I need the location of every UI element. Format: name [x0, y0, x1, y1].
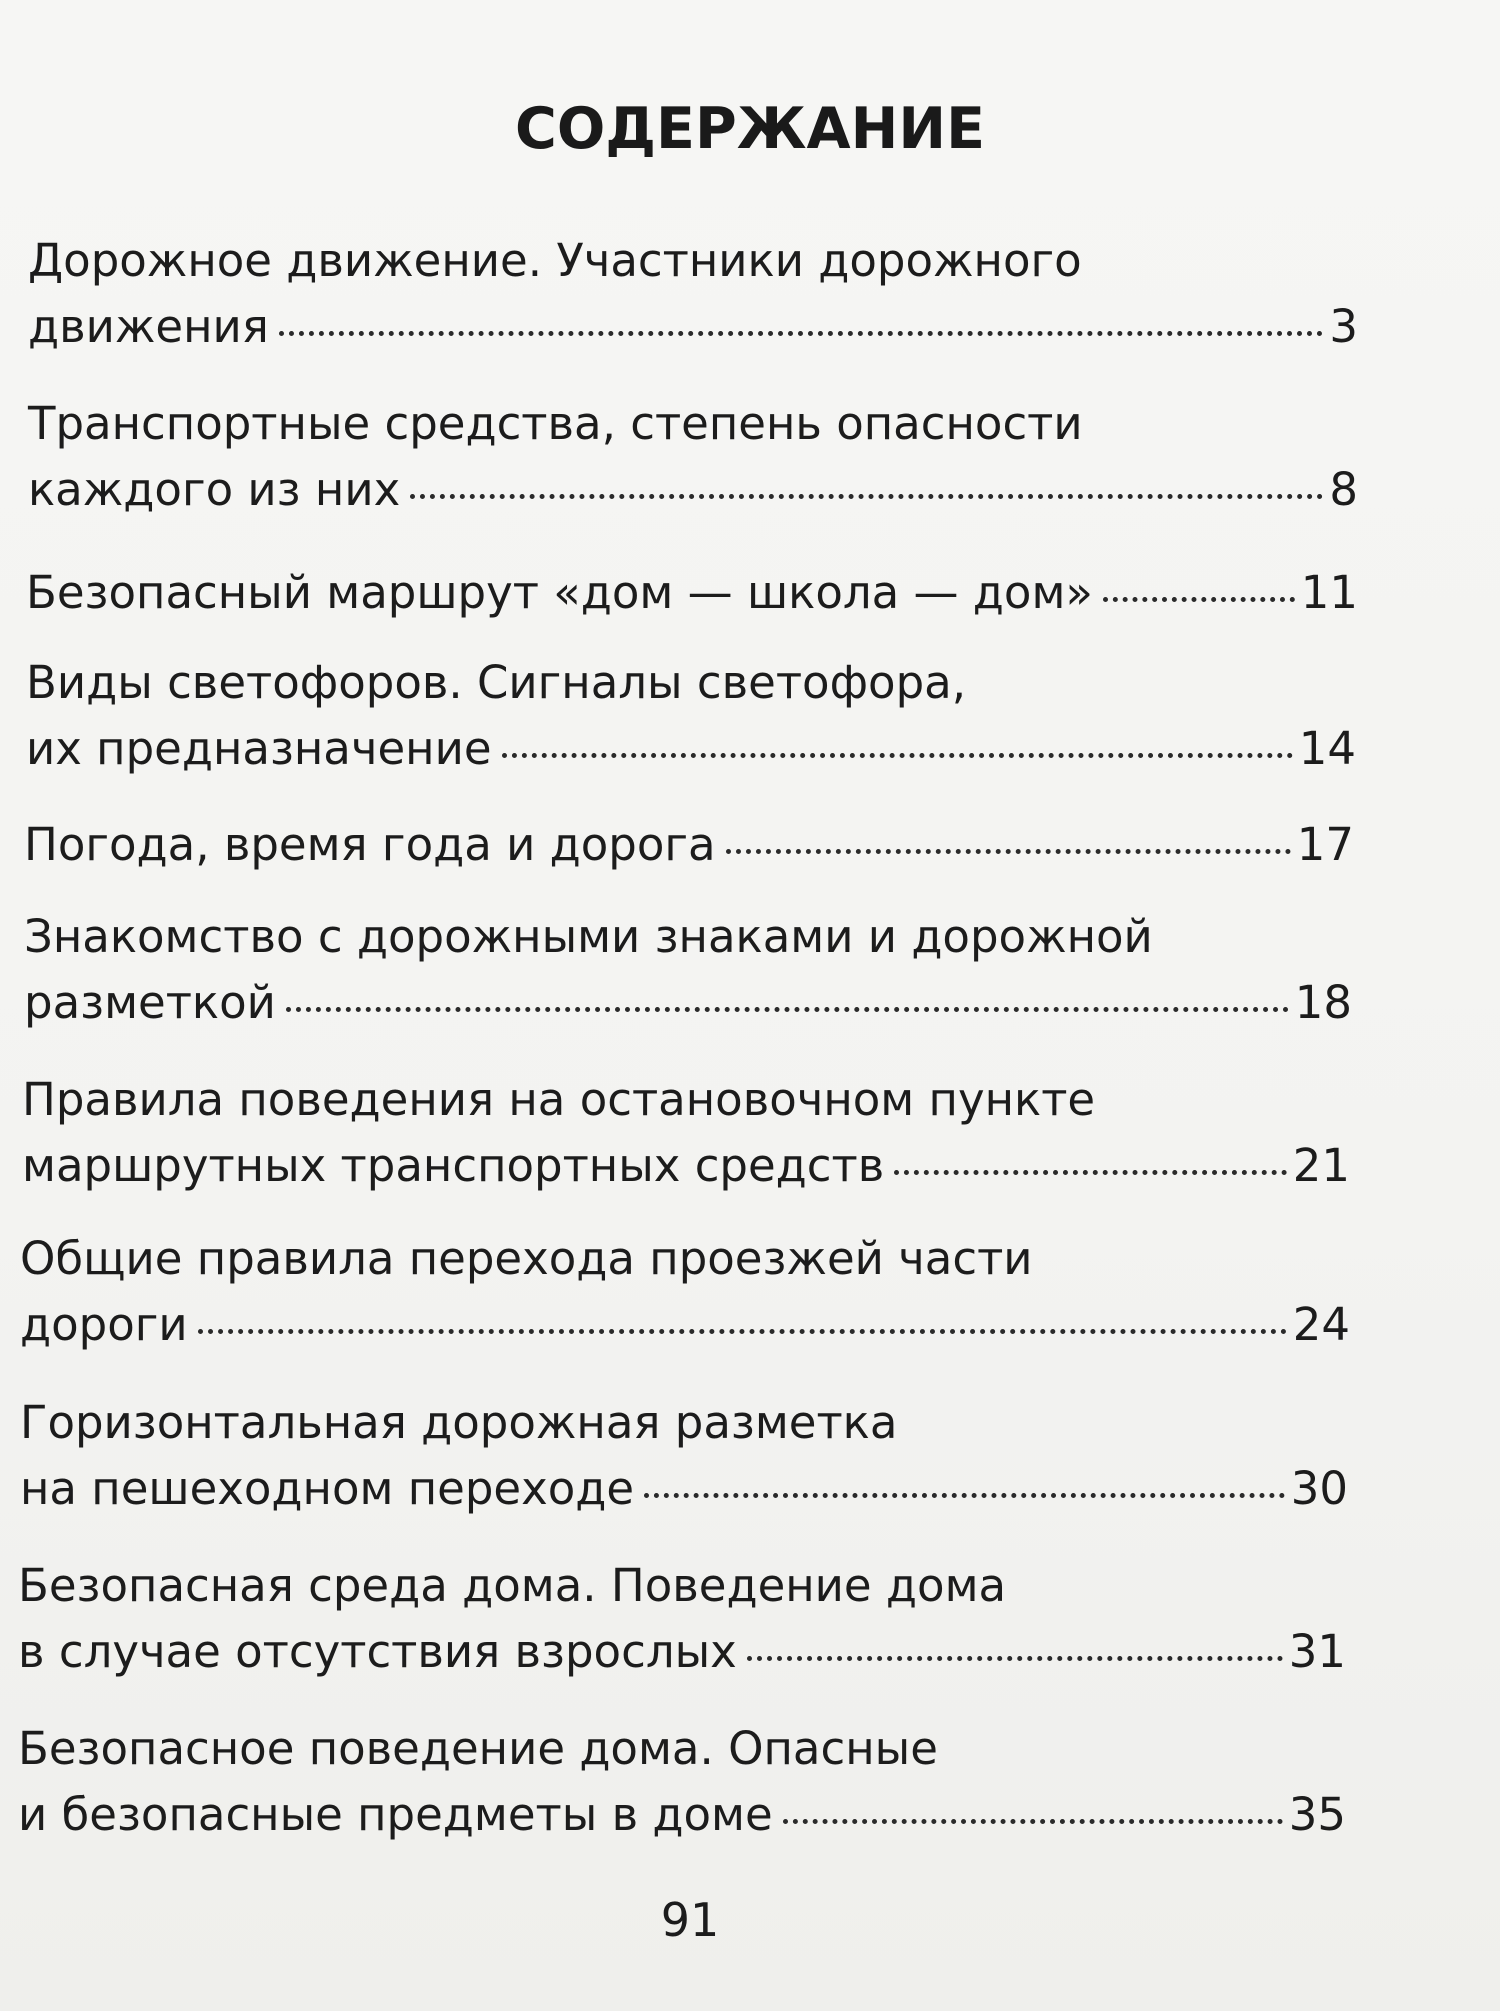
toc-entry-title-line2: движения [28, 300, 269, 353]
dot-leader [198, 1329, 1287, 1334]
toc-entry-title: Погода, время года и дорога [24, 818, 716, 871]
toc-entry-title-line1: Безопасная среда дома. Поведение дома [18, 1559, 1007, 1612]
toc-entry-title-line1: Горизонтальная дорожная разметка [20, 1396, 898, 1449]
toc-entry-title-line1: Знакомство с дорожными знаками и дорожной [24, 910, 1153, 963]
toc-entry-title-line2: в случае отсутствия взрослых [18, 1625, 737, 1678]
dot-leader [894, 1170, 1286, 1175]
toc-entry-page: 11 [1300, 566, 1358, 619]
dot-leader [783, 1819, 1283, 1824]
dot-leader [644, 1493, 1285, 1498]
toc-entry [24, 812, 1354, 878]
toc-entry [22, 1067, 1350, 1199]
toc-entry [26, 650, 1356, 782]
toc-entry [28, 228, 1358, 360]
toc-entry-page: 18 [1294, 976, 1352, 1029]
page-title: СОДЕРЖАНИЕ [515, 96, 985, 162]
toc-entry-title-line1: Транспортные средства, степень опасности [28, 397, 1083, 450]
toc-entry [24, 904, 1352, 1036]
toc-entry-page: 31 [1288, 1625, 1346, 1678]
dot-leader [726, 849, 1291, 854]
toc-entry-title-line2: разметкой [24, 976, 276, 1029]
toc-entry-page: 35 [1288, 1788, 1346, 1841]
toc-entry-title-line2: и безопасные предметы в доме [18, 1788, 773, 1841]
toc-entry-title-line2: на пешеходном переходе [20, 1462, 635, 1515]
dot-leader [1103, 597, 1295, 602]
toc-entry-title-line1: Правила поведения на остановочном пункте [22, 1073, 1096, 1126]
toc-entry-page: 17 [1296, 818, 1354, 871]
dot-leader [286, 1007, 1289, 1012]
dot-leader [747, 1656, 1283, 1661]
toc-entry [28, 391, 1358, 523]
toc-entry-title-line1: Дорожное движение. Участники дорожного [28, 234, 1082, 287]
page-number: 91 [660, 1893, 720, 1947]
toc-entry-title-line2: каждого из них [28, 463, 401, 516]
toc-entry [18, 1553, 1346, 1685]
toc-entry-title-line1: Виды светофоров. Сигналы светофора, [26, 656, 967, 709]
dot-leader [410, 494, 1323, 499]
toc-entry-page: 3 [1329, 300, 1358, 353]
toc-entry-page: 24 [1292, 1298, 1350, 1351]
toc-entry-title-line2: маршрутных транспортных средств [22, 1139, 885, 1192]
toc-entry [20, 1226, 1350, 1358]
toc-entry [18, 1716, 1346, 1848]
dot-leader [279, 331, 1324, 336]
toc-entry [20, 1390, 1348, 1522]
toc-entry [26, 560, 1358, 626]
toc-entry-page: 8 [1329, 463, 1358, 516]
toc-entry-title-line2: их предназначение [26, 722, 492, 775]
dot-leader [502, 753, 1293, 758]
toc-entry-page: 14 [1298, 722, 1356, 775]
toc-entry-page: 21 [1292, 1139, 1350, 1192]
toc-entry-page: 30 [1290, 1462, 1348, 1515]
toc-entry-title-line2: дороги [20, 1298, 188, 1351]
toc-entry-title: Безопасный маршрут «дом — школа — дом» [26, 566, 1093, 619]
toc-entry-title-line1: Безопасное поведение дома. Опасные [18, 1722, 938, 1775]
toc-entry-title-line1: Общие правила перехода проезжей части [20, 1232, 1033, 1285]
